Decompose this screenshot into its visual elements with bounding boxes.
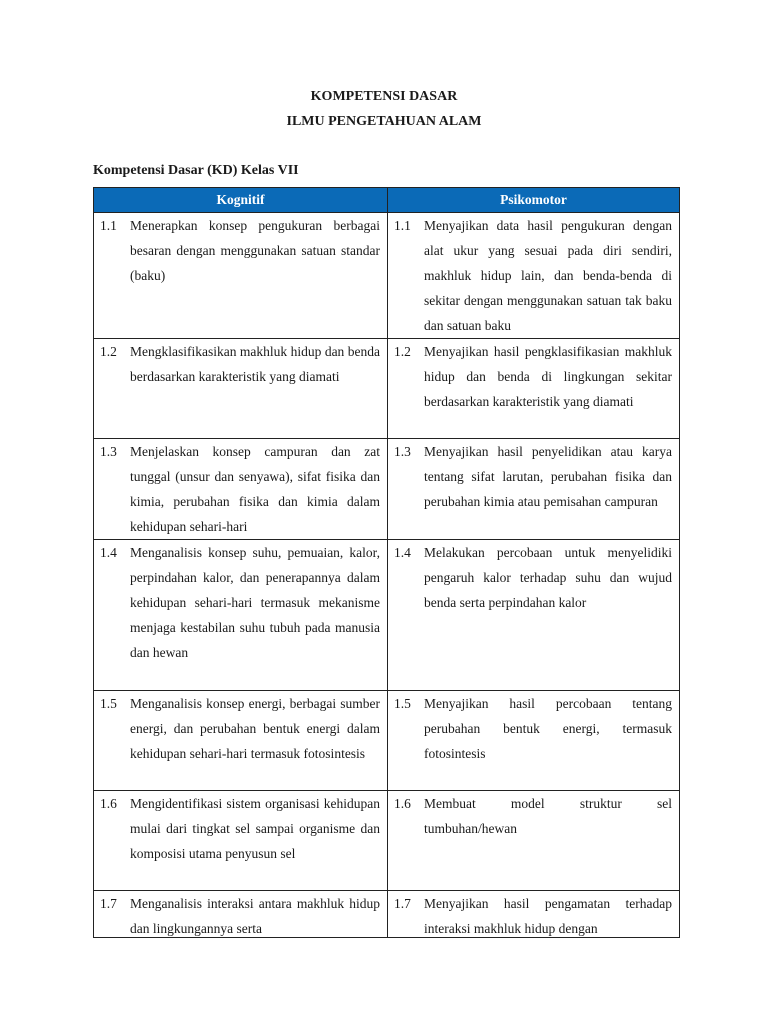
kognitif-cell xyxy=(94,791,388,891)
psikomotor-cell xyxy=(388,540,680,691)
kognitif-cell xyxy=(94,691,388,791)
table-row xyxy=(94,691,680,791)
kd-number: 1.2 xyxy=(100,344,117,359)
header-kognitif: Kognitif xyxy=(94,188,388,213)
kd-text: Menganalisis interaksi antara makhluk hidup dan lingkungannya serta xyxy=(130,896,380,936)
kd-number: 1.6 xyxy=(100,796,117,811)
kd-number: 1.5 xyxy=(394,696,411,711)
kognitif-cell xyxy=(94,540,388,691)
kd-text: Menyajikan hasil pengklasifikasian makhluk hidup dan benda di lingkungan sekitar berdasarkan karakteristik yang diamati xyxy=(424,344,672,409)
section-title: Kompetensi Dasar (KD) Kelas VII xyxy=(93,163,299,178)
header-psikomotor: Psikomotor xyxy=(388,188,680,213)
kd-table xyxy=(93,187,680,938)
table-row xyxy=(94,791,680,891)
kognitif-cell xyxy=(94,339,388,439)
psikomotor-cell xyxy=(388,213,680,339)
kd-text: Menganalisis konsep suhu, pemuaian, kalor, perpindahan kalor, dan penerapannya dalam kehidupan sehari-hari termasuk mekanisme menjaga kestabilan suhu tubuh pada manusia dan hewan xyxy=(130,545,380,660)
kd-number: 1.2 xyxy=(394,344,411,359)
kd-number: 1.7 xyxy=(394,896,411,911)
psikomotor-cell xyxy=(388,691,680,791)
psikomotor-cell xyxy=(388,439,680,540)
kognitif-cell xyxy=(94,213,388,339)
kd-number: 1.1 xyxy=(394,218,411,233)
kd-number: 1.6 xyxy=(394,796,411,811)
document-title: KOMPETENSI DASAR xyxy=(310,89,458,104)
kd-number: 1.7 xyxy=(100,896,117,911)
table-row xyxy=(94,540,680,691)
kd-text: Menyajikan hasil penyelidikan atau karya tentang sifat larutan, perubahan fisika dan perubahan kimia atau pemisahan campuran xyxy=(424,444,672,509)
kd-number: 1.5 xyxy=(100,696,117,711)
psikomotor-cell xyxy=(388,891,680,938)
kd-text: Menyajikan data hasil pengukuran dengan alat ukur yang sesuai pada diri sendiri, makhluk hidup lain, dan benda-benda di sekitar dengan menggunakan satuan tak baku dan satuan baku xyxy=(424,218,672,333)
kd-number: 1.3 xyxy=(394,444,411,459)
kognitif-cell xyxy=(94,891,388,938)
table-row xyxy=(94,213,680,339)
kd-number: 1.3 xyxy=(100,444,117,459)
kd-text: Menerapkan konsep pengukuran berbagai besaran dengan menggunakan satuan standar (baku) xyxy=(130,218,380,283)
kd-text: Menganalisis konsep energi, berbagai sumber energi, dan perubahan bentuk energi dalam kehidupan sehari-hari termasuk fotosintesis xyxy=(130,696,380,761)
kd-text: Mengidentifikasi sistem organisasi kehidupan mulai dari tingkat sel sampai organisme dan komposisi utama penyusun sel xyxy=(130,796,380,861)
kd-number: 1.4 xyxy=(100,545,117,560)
kd-text: Mengklasifikasikan makhluk hidup dan benda berdasarkan karakteristik yang diamati xyxy=(130,344,380,384)
table-row xyxy=(94,339,680,439)
kognitif-cell xyxy=(94,439,388,540)
kd-text: Menjelaskan konsep campuran dan zat tunggal (unsur dan senyawa), sifat fisika dan kimia, perubahan fisika dan kimia dalam kehidupan sehari-hari xyxy=(130,444,380,534)
kd-text: Melakukan percobaan untuk menyelidiki pengaruh kalor terhadap suhu dan wujud benda serta perpindahan kalor xyxy=(424,545,672,610)
table-header-row xyxy=(94,188,680,213)
psikomotor-cell xyxy=(388,339,680,439)
kd-text: Membuat model struktur sel tumbuhan/hewan xyxy=(424,796,672,836)
psikomotor-cell xyxy=(388,791,680,891)
table-row xyxy=(94,891,680,938)
kd-text: Menyajikan hasil percobaan tentang perubahan bentuk energi, termasuk fotosintesis xyxy=(424,696,672,761)
kd-number: 1.1 xyxy=(100,218,117,233)
document-subject: ILMU PENGETAHUAN ALAM xyxy=(286,114,482,129)
kd-text: Menyajikan hasil pengamatan terhadap interaksi makhluk hidup dengan xyxy=(424,896,672,936)
table-row xyxy=(94,439,680,540)
kd-number: 1.4 xyxy=(394,545,411,560)
